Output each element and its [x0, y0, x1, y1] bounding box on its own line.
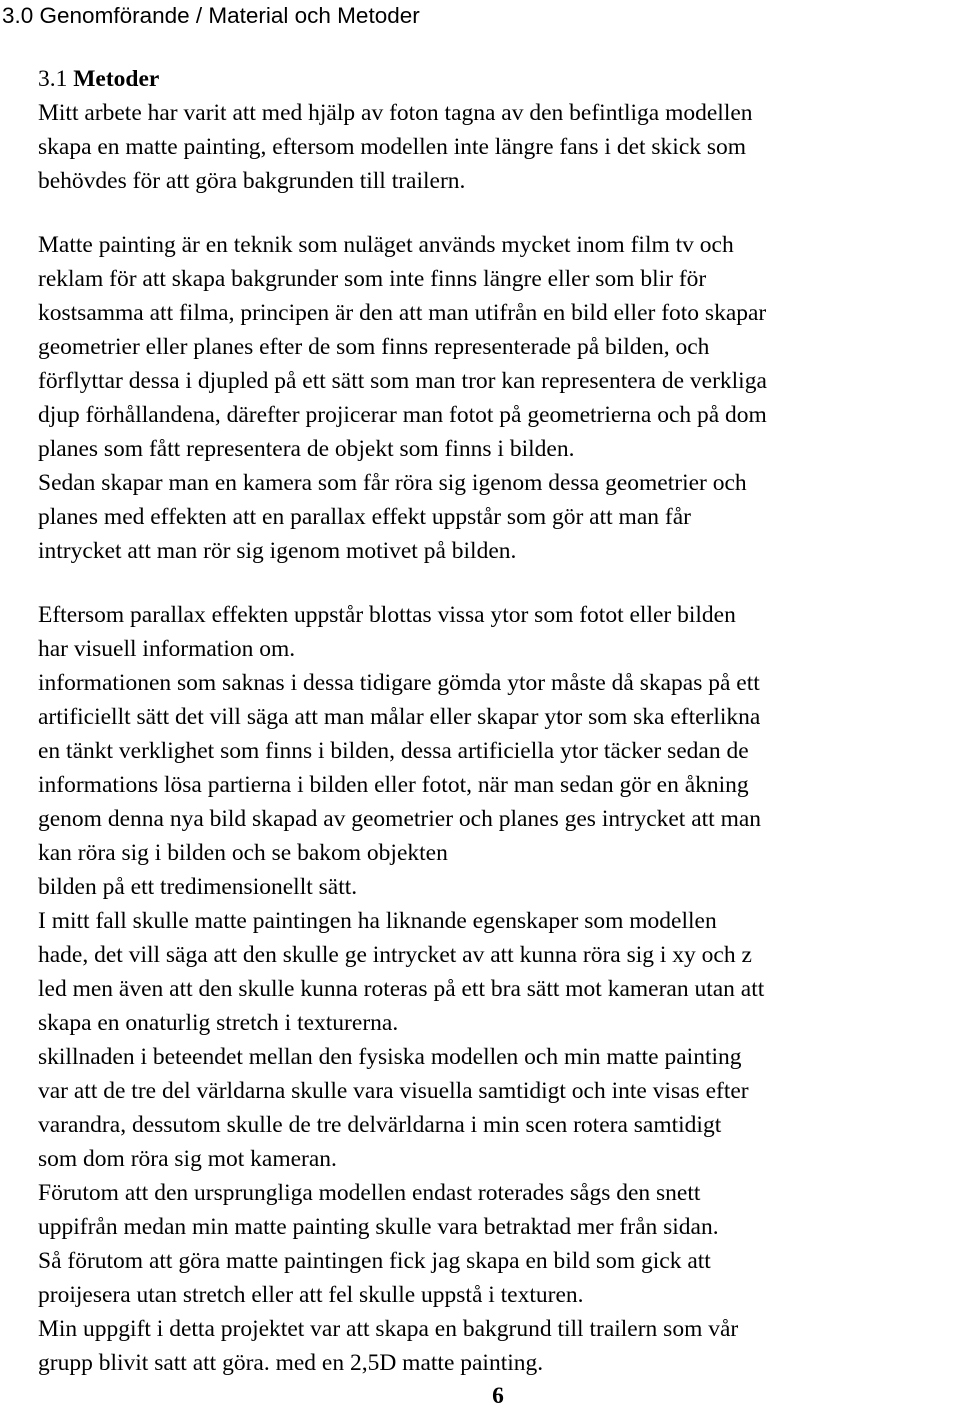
- text-line: Matte painting är en teknik som nuläget används mycket inom film tv och: [38, 232, 734, 258]
- text-line: skapa en matte painting, eftersom modellen inte längre fans i det skick som: [38, 134, 747, 160]
- section-title: Metoder: [73, 66, 160, 92]
- text-line: en tänkt verklighet som finns i bilden, dessa artificiella ytor täcker sedan de: [38, 738, 749, 764]
- text-line: behövdes för att göra bakgrunden till trailern.: [38, 168, 466, 194]
- text-line: varandra, dessutom skulle de tre delvärldarna i min scen rotera samtidigt: [38, 1112, 722, 1138]
- text-line: Förutom att den ursprungliga modellen endast roterades sågs den snett: [38, 1180, 701, 1206]
- text-line: bilden på ett tredimensionellt sätt.: [38, 874, 358, 900]
- text-line: led men även att den skulle kunna roteras på ett bra sätt mot kameran utan att: [38, 976, 765, 1002]
- text-line: kostsamma att filma, principen är den att man utifrån en bild eller foto skapar: [38, 300, 767, 326]
- paragraph-list: [38, 96, 953, 1380]
- text-line: skapa en onaturlig stretch i texturerna.: [38, 1010, 399, 1036]
- text-line: hade, det vill säga att den skulle ge intrycket av att kunna röra sig i xy och z: [38, 942, 752, 968]
- text-line: har visuell information om.: [38, 636, 296, 662]
- document-body: [38, 62, 953, 1380]
- text-line: grupp blivit satt att göra. med en 2,5D matte painting.: [38, 1350, 544, 1376]
- section-number: 3.1: [38, 66, 68, 92]
- text-line: I mitt fall skulle matte paintingen ha liknande egenskaper som modellen: [38, 908, 717, 934]
- text-line: var att de tre del världarna skulle vara visuella samtidigt och inte visas efter: [38, 1078, 749, 1104]
- section-heading: [38, 62, 953, 96]
- text-line: kan röra sig i bilden och se bakom objekten: [38, 840, 448, 866]
- text-line: proijesera utan stretch eller att fel skulle uppstå i texturen.: [38, 1282, 584, 1308]
- text-line: informationen som saknas i dessa tidigare gömda ytor måste då skapas på ett: [38, 670, 760, 696]
- text-line: som dom röra sig mot kameran.: [38, 1146, 337, 1172]
- paragraph-matte-painting: [38, 228, 953, 568]
- text-line: uppifrån medan min matte painting skulle vara betraktad mer från sidan.: [38, 1214, 719, 1240]
- paragraph-parallax: [38, 598, 953, 1380]
- text-line: informations lösa partierna i bilden eller fotot, när man sedan gör en åkning: [38, 772, 749, 798]
- page-number: 6: [492, 1383, 504, 1409]
- paragraph-gap: [38, 198, 953, 228]
- text-line: intrycket att man rör sig igenom motivet på bilden.: [38, 538, 517, 564]
- text-line: artificiellt sätt det vill säga att man målar eller skapar ytor som ska efterlikna: [38, 704, 761, 730]
- chapter-heading: 3.0 Genomförande / Material och Metoder: [2, 3, 420, 28]
- text-line: djup förhållandena, därefter projicerar man fotot på geometrierna och på dom: [38, 402, 767, 428]
- text-line: skillnaden i beteendet mellan den fysiska modellen och min matte painting: [38, 1044, 742, 1070]
- text-line: förflyttar dessa i djupled på ett sätt som man tror kan representera de verkliga: [38, 368, 767, 394]
- text-line: Sedan skapar man en kamera som får röra sig igenom dessa geometrier och: [38, 470, 747, 496]
- text-line: geometrier eller planes efter de som finns representerade på bilden, och: [38, 334, 710, 360]
- text-line: genom denna nya bild skapad av geometrier och planes ges intrycket att man: [38, 806, 762, 832]
- text-line: planes med effekten att en parallax effekt uppstår som gör att man får: [38, 504, 691, 530]
- text-line: Min uppgift i detta projektet var att skapa en bakgrund till trailern som vår: [38, 1316, 739, 1342]
- text-line: Så förutom att göra matte paintingen fick jag skapa en bild som gick att: [38, 1248, 711, 1274]
- text-line: Mitt arbete har varit att med hjälp av foton tagna av den befintliga modellen: [38, 100, 753, 126]
- text-line: reklam för att skapa bakgrunder som inte finns längre eller som blir för: [38, 266, 707, 292]
- paragraph-intro: [38, 96, 953, 198]
- text-line: planes som fått representera de objekt som finns i bilden.: [38, 436, 575, 462]
- text-line: Eftersom parallax effekten uppstår blottas vissa ytor som fotot eller bilden: [38, 602, 736, 628]
- paragraph-gap: [38, 568, 953, 598]
